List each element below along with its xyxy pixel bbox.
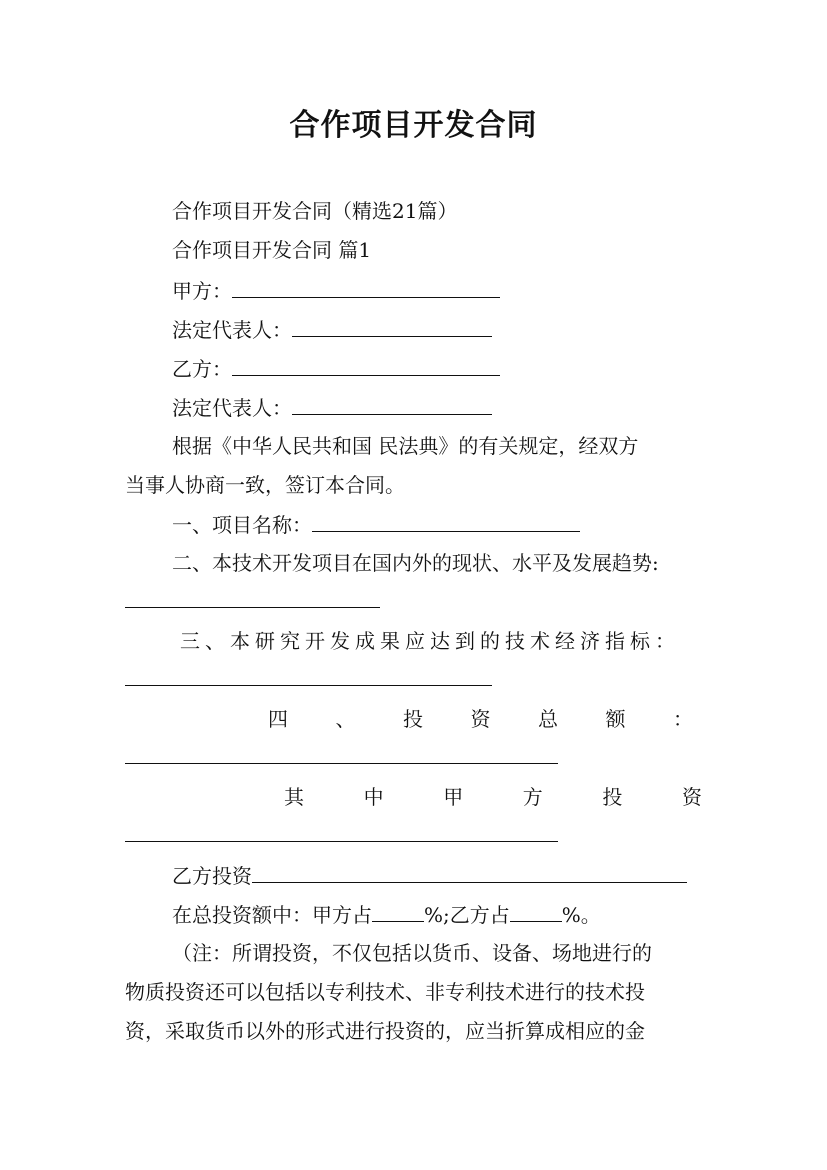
subtitle-line: 合作项目开发合同（精选21篇） — [172, 199, 458, 223]
party-a-line — [172, 277, 500, 304]
party-a-invest-char: 甲 — [443, 785, 464, 809]
project-name-line — [172, 511, 580, 538]
clause-four-char: 额 — [605, 707, 626, 731]
party-a-invest-char: 其 — [284, 785, 304, 809]
ratio-label-a: 在总投资额中：甲方占 — [172, 903, 372, 927]
party-a-label: 甲方： — [172, 279, 232, 303]
party-a-rep-blank — [292, 316, 492, 337]
note-line: 资，采取货币以外的形式进行投资的，应当折算成相应的金 — [125, 1019, 645, 1043]
document-title: 合作项目开发合同 — [289, 108, 538, 143]
party-a-invest-char: 方 — [522, 785, 543, 809]
party-b-percent-blank — [510, 901, 562, 922]
clause-four-line — [268, 706, 693, 732]
section-heading: 合作项目开发合同 篇1 — [172, 238, 372, 262]
party-b-rep-blank — [292, 394, 492, 415]
clause-two-line: 二、本技术开发项目在国内外的现状、水平及发展趋势: — [172, 551, 659, 575]
party-a-invest-line — [284, 784, 702, 810]
note-line: 物质投资还可以包括以专利技术、非专利技术进行的技术投 — [125, 980, 645, 1004]
project-name-blank — [312, 511, 580, 532]
party-a-blank — [232, 277, 500, 298]
clause-four-char: 总 — [538, 707, 558, 731]
party-b-line — [172, 355, 500, 382]
clause-four-char: ： — [673, 707, 693, 731]
investment-ratio-line — [172, 901, 601, 928]
party-b-rep-line — [172, 394, 492, 421]
party-b-invest-blank — [252, 862, 687, 883]
party-b-invest-line — [172, 862, 687, 889]
ratio-label-c: %。 — [561, 903, 601, 927]
clause-four-blank — [125, 763, 558, 764]
party-b-blank — [232, 355, 500, 376]
note-line: （注：所谓投资，不仅包括以货币、设备、场地进行的 — [172, 941, 652, 965]
project-name-label: 一、项目名称： — [172, 513, 312, 537]
ratio-label-b: %;乙方占 — [424, 903, 510, 927]
party-a-invest-char: 资 — [681, 785, 702, 809]
party-a-invest-char: 投 — [602, 785, 623, 809]
party-a-invest-char: 中 — [363, 785, 384, 809]
clause-three-line: 三、本研究开发成果应达到的技术经济指标： — [180, 629, 680, 653]
party-b-invest-label: 乙方投资 — [172, 864, 252, 888]
clause-four-char: 资 — [470, 707, 491, 731]
party-a-rep-line — [172, 316, 492, 343]
clause-four-char: 投 — [403, 707, 423, 731]
party-a-percent-blank — [372, 901, 424, 922]
party-b-label: 乙方： — [172, 357, 232, 381]
clause-four-char: 四 — [268, 707, 288, 731]
party-b-rep-label: 法定代表人： — [172, 396, 292, 420]
clause-two-blank — [125, 607, 380, 608]
party-a-invest-blank — [125, 841, 558, 842]
clause-three-blank — [125, 685, 492, 686]
paragraph-line: 当事人协商一致，签订本合同。 — [125, 473, 405, 497]
party-a-rep-label: 法定代表人： — [172, 318, 292, 342]
clause-four-char: 、 — [335, 707, 356, 731]
paragraph-line: 根据《中华人民共和国 民法典》的有关规定，经双方 — [172, 434, 639, 458]
